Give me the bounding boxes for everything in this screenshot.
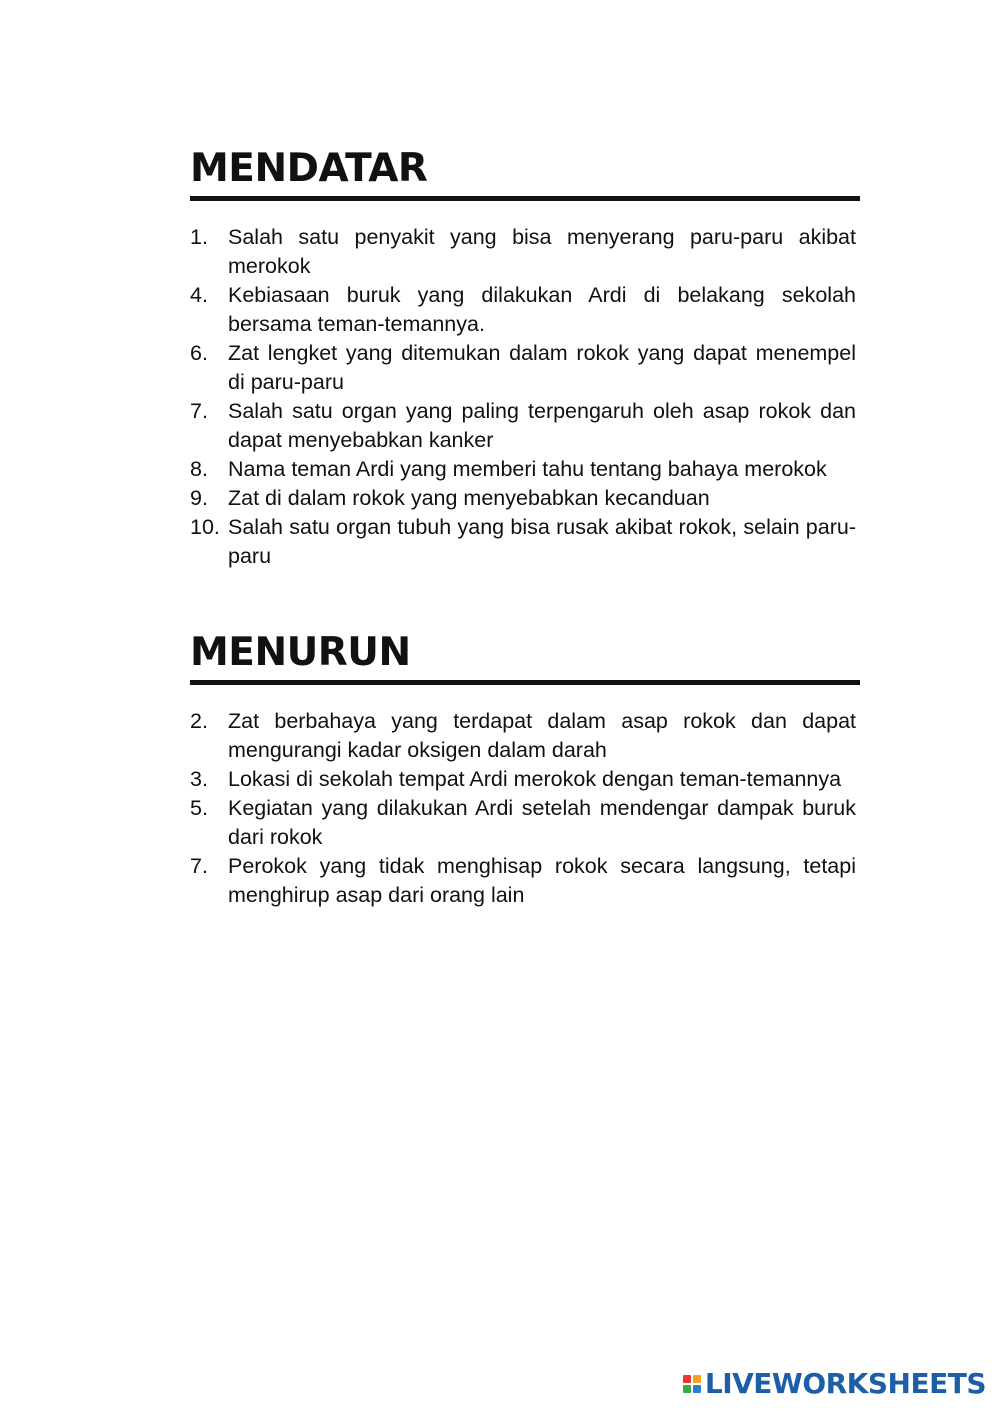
clue-text: Kegiatan yang dilakukan Ardi setelah mendengar dampak buruk dari rokok [228, 796, 856, 849]
menurun-section [190, 630, 860, 910]
logo-square-icon [683, 1375, 691, 1383]
clue-item [190, 223, 856, 281]
clue-text: Lokasi di sekolah tempat Ardi merokok dengan teman-temannya [228, 767, 842, 791]
clue-number: 10. [190, 515, 220, 539]
clue-item [190, 852, 856, 910]
mendatar-clue-list [190, 223, 860, 571]
clue-item [190, 397, 856, 455]
menurun-heading: MENURUN [190, 630, 860, 685]
clue-item [190, 794, 856, 852]
clue-text: Salah satu organ yang paling terpengaruh oleh asap rokok dan dapat menyebabkan kanker [228, 399, 856, 452]
clue-item [190, 484, 856, 513]
clue-number: 2. [190, 709, 208, 733]
clue-item [190, 455, 856, 484]
clue-number: 7. [190, 399, 208, 423]
logo-square-icon [683, 1385, 691, 1393]
clue-number: 5. [190, 796, 208, 820]
logo-square-icon [693, 1385, 701, 1393]
clue-text: Salah satu organ tubuh yang bisa rusak akibat rokok, selain paru-paru [228, 515, 856, 568]
clue-number: 4. [190, 283, 208, 307]
logo-square-icon [693, 1375, 701, 1383]
clue-text: Zat lengket yang ditemukan dalam rokok yang dapat menempel di paru-paru [228, 341, 856, 394]
clue-text: Salah satu penyakit yang bisa menyerang paru-paru akibat merokok [228, 225, 856, 278]
liveworksheets-logo-icon [683, 1375, 701, 1393]
clue-item [190, 513, 856, 571]
brand-wordmark: LIVEWORKSHEETS [704, 1367, 986, 1400]
clue-item [190, 707, 856, 765]
clue-item [190, 281, 856, 339]
clue-item [190, 339, 856, 397]
menurun-clue-list [190, 707, 860, 910]
clue-number: 7. [190, 854, 208, 878]
clue-text: Nama teman Ardi yang memberi tahu tentang bahaya merokok [228, 457, 827, 481]
clue-number: 8. [190, 457, 208, 481]
clue-number: 9. [190, 486, 208, 510]
clue-text: Zat di dalam rokok yang menyebabkan kecanduan [228, 486, 710, 510]
clue-text: Kebiasaan buruk yang dilakukan Ardi di belakang sekolah bersama teman-temannya. [228, 283, 856, 336]
clue-item [190, 765, 856, 794]
mendatar-heading: MENDATAR [190, 146, 860, 201]
clue-number: 6. [190, 341, 208, 365]
clue-number: 3. [190, 767, 208, 791]
clue-number: 1. [190, 225, 208, 249]
mendatar-section [190, 146, 860, 571]
liveworksheets-brand-link[interactable] [683, 1367, 986, 1400]
clue-text: Zat berbahaya yang terdapat dalam asap rokok dan dapat mengurangi kadar oksigen dalam darah [228, 709, 856, 762]
clue-text: Perokok yang tidak menghisap rokok secara langsung, tetapi menghirup asap dari orang lain [228, 854, 856, 907]
